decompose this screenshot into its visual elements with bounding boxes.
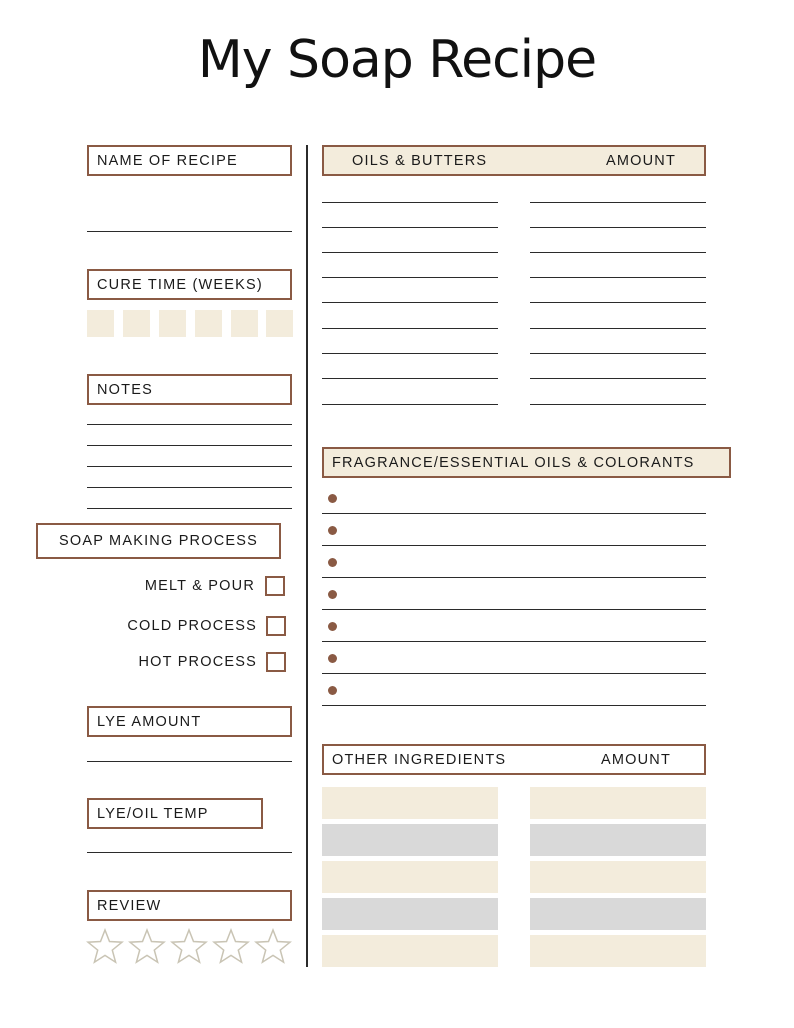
hot-process-checkbox[interactable] [266,652,286,672]
oil-name-line[interactable] [322,378,498,379]
other-amount-text: AMOUNT [601,751,672,768]
oil-name-line[interactable] [322,404,498,405]
cure-week-box-6[interactable] [266,310,293,337]
fragrance-header [322,447,731,478]
notes-line[interactable] [87,466,292,467]
review-star-5-icon[interactable] [254,928,292,966]
fragrance-line[interactable] [322,513,706,514]
oil-name-line[interactable] [322,302,498,303]
ingredient-amount-cell[interactable] [530,898,706,930]
oil-amount-line[interactable] [530,252,706,253]
lye-oil-temp-text: LYE/OIL TEMP [97,805,209,822]
other-ingredients-header [322,744,706,775]
fragrance-line[interactable] [322,705,706,706]
cure-week-box-5[interactable] [231,310,258,337]
oil-name-line[interactable] [322,277,498,278]
ingredient-amount-cell[interactable] [530,935,706,967]
oil-amount-line[interactable] [530,378,706,379]
fragrance-line[interactable] [322,577,706,578]
oil-amount-line[interactable] [530,227,706,228]
oils-amount-text: AMOUNT [606,152,677,169]
review-star-4-icon[interactable] [212,928,250,966]
oil-name-line[interactable] [322,227,498,228]
oil-amount-line[interactable] [530,202,706,203]
process-option-melt-pour: MELT & POUR [144,578,255,594]
oil-name-line[interactable] [322,353,498,354]
oil-name-line[interactable] [322,328,498,329]
review-text: REVIEW [97,897,162,914]
bullet-icon [328,558,337,567]
oils-butters-text: OILS & BUTTERS [352,152,488,169]
bullet-icon [328,622,337,631]
bullet-icon [328,494,337,503]
oil-amount-line[interactable] [530,353,706,354]
process-option-hot: HOT PROCESS [138,654,257,670]
bullet-icon [328,590,337,599]
fragrance-line[interactable] [322,641,706,642]
ingredient-amount-cell[interactable] [530,787,706,819]
review-label [87,890,292,921]
lye-amount-line[interactable] [87,761,292,762]
fragrance-line[interactable] [322,673,706,674]
name-of-recipe-label [87,145,292,176]
fragrance-line[interactable] [322,545,706,546]
oil-amount-line[interactable] [530,328,706,329]
process-option-cold: COLD PROCESS [127,618,257,634]
ingredient-cell[interactable] [322,787,498,819]
cure-week-box-2[interactable] [123,310,150,337]
notes-line[interactable] [87,487,292,488]
review-star-3-icon[interactable] [170,928,208,966]
ingredient-cell[interactable] [322,861,498,893]
cure-time-text: CURE TIME (WEEKS) [97,276,263,293]
page-title: My Soap Recipe [197,30,597,90]
review-star-2-icon[interactable] [128,928,166,966]
notes-line[interactable] [87,424,292,425]
oil-name-line[interactable] [322,252,498,253]
bullet-icon [328,526,337,535]
name-of-recipe-line[interactable] [87,231,292,232]
notes-label [87,374,292,405]
ingredient-amount-cell[interactable] [530,861,706,893]
lye-amount-label [87,706,292,737]
fragrance-text: FRAGRANCE/ESSENTIAL OILS & COLORANTS [332,454,695,471]
cure-week-box-3[interactable] [159,310,186,337]
oil-amount-line[interactable] [530,404,706,405]
melt-pour-checkbox[interactable] [265,576,285,596]
cure-week-box-1[interactable] [87,310,114,337]
cold-process-checkbox[interactable] [266,616,286,636]
ingredient-amount-cell[interactable] [530,824,706,856]
ingredient-cell[interactable] [322,935,498,967]
notes-line[interactable] [87,445,292,446]
lye-amount-text: LYE AMOUNT [97,713,202,730]
other-ingredients-text: OTHER INGREDIENTS [332,751,507,768]
lye-oil-temp-line[interactable] [87,852,292,853]
column-divider [306,145,308,967]
ingredient-cell[interactable] [322,898,498,930]
soap-making-process-text: SOAP MAKING PROCESS [59,533,258,549]
oil-amount-line[interactable] [530,277,706,278]
notes-line[interactable] [87,508,292,509]
oil-name-line[interactable] [322,202,498,203]
notes-text: NOTES [97,381,153,398]
ingredient-cell[interactable] [322,824,498,856]
bullet-icon [328,654,337,663]
oils-butters-header [322,145,706,176]
fragrance-line[interactable] [322,609,706,610]
name-of-recipe-text: NAME OF RECIPE [97,152,238,169]
cure-time-label [87,269,292,300]
bullet-icon [328,686,337,695]
soap-making-process-label [36,523,281,559]
lye-oil-temp-label [87,798,263,829]
cure-week-box-4[interactable] [195,310,222,337]
review-star-1-icon[interactable] [86,928,124,966]
oil-amount-line[interactable] [530,302,706,303]
